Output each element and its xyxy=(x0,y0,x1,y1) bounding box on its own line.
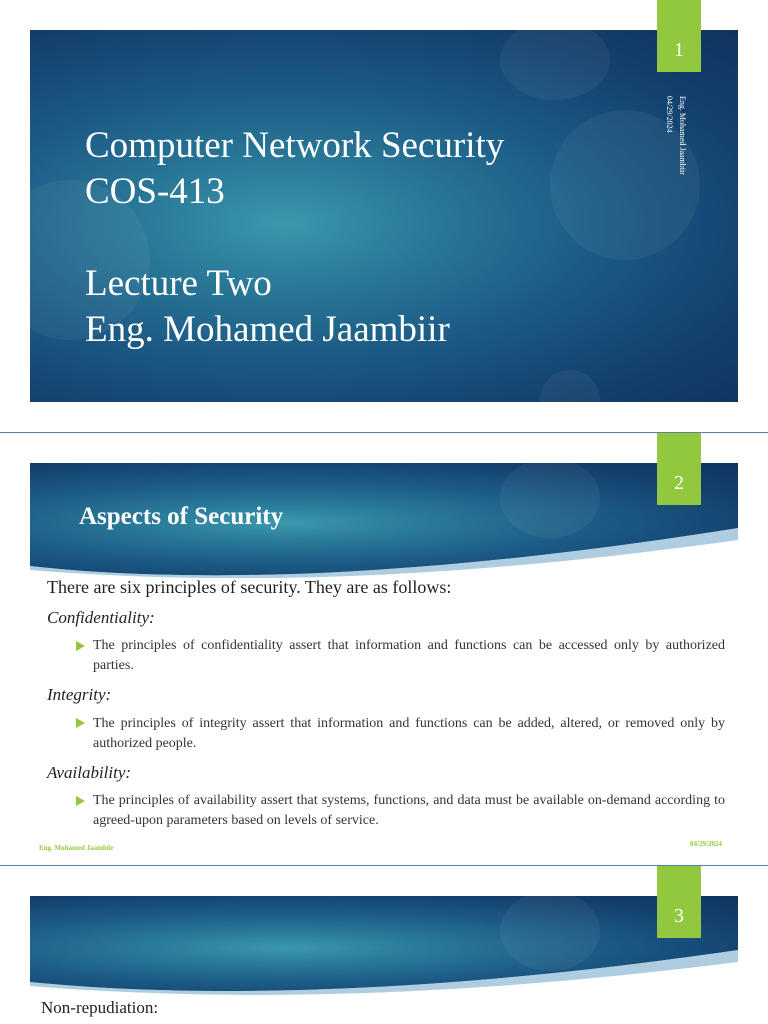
footer-author: Eng. Mohamed Jaambiir xyxy=(39,844,114,852)
section-title-non-repudiation: Non-repudiation: xyxy=(41,998,159,1017)
slide-number-tab xyxy=(657,866,701,938)
bullet-arrow-icon xyxy=(76,641,85,651)
side-date: 04/29/2024 xyxy=(665,96,674,133)
slide-number-tab xyxy=(657,433,701,505)
lecturer-name: Eng. Mohamed Jaambiir xyxy=(85,309,450,350)
slide-3-header-background xyxy=(30,896,738,996)
bullet-arrow-icon xyxy=(76,796,85,806)
slide-2 xyxy=(0,433,768,865)
bullet-confidentiality: The principles of confidentiality assert that information and functions can be accessed only by authorized parties. xyxy=(93,638,725,673)
bullet-arrow-icon xyxy=(76,718,85,728)
section-title-integrity: Integrity: xyxy=(47,685,112,704)
decor-bubble xyxy=(540,370,600,402)
slide-number-tab xyxy=(657,0,701,72)
slide-1-title xyxy=(85,123,504,353)
slide-number: 2 xyxy=(674,472,684,494)
course-title: Computer Network Security xyxy=(85,125,505,166)
section-title-availability: Availability: xyxy=(47,763,132,782)
bullet-availability: The principles of availability assert that systems, functions, and data must be available on-demand according to agreed-upon parameters based on levels of service. xyxy=(93,793,725,828)
slide-1 xyxy=(0,0,768,432)
bullet-integrity: The principles of integrity assert that information and functions can be added, altered, or removed only by authorized people. xyxy=(93,716,725,751)
decor-bubble xyxy=(500,30,610,100)
title-spacer xyxy=(85,215,504,261)
intro-text: There are six principles of security. They are as follows: xyxy=(47,577,452,597)
lecture-label: Lecture Two xyxy=(85,263,272,304)
header-wave xyxy=(30,946,738,996)
slide-number: 3 xyxy=(674,905,684,927)
footer-date: 04/29/2024 xyxy=(690,840,722,848)
slide-heading: Aspects of Security xyxy=(79,503,284,530)
slide-number: 1 xyxy=(674,39,684,61)
slide-3 xyxy=(0,866,768,1024)
section-title-confidentiality: Confidentiality: xyxy=(47,608,155,627)
side-author: Eng. Mohamed Jaambiir xyxy=(678,96,687,175)
course-code: COS-413 xyxy=(85,171,225,212)
